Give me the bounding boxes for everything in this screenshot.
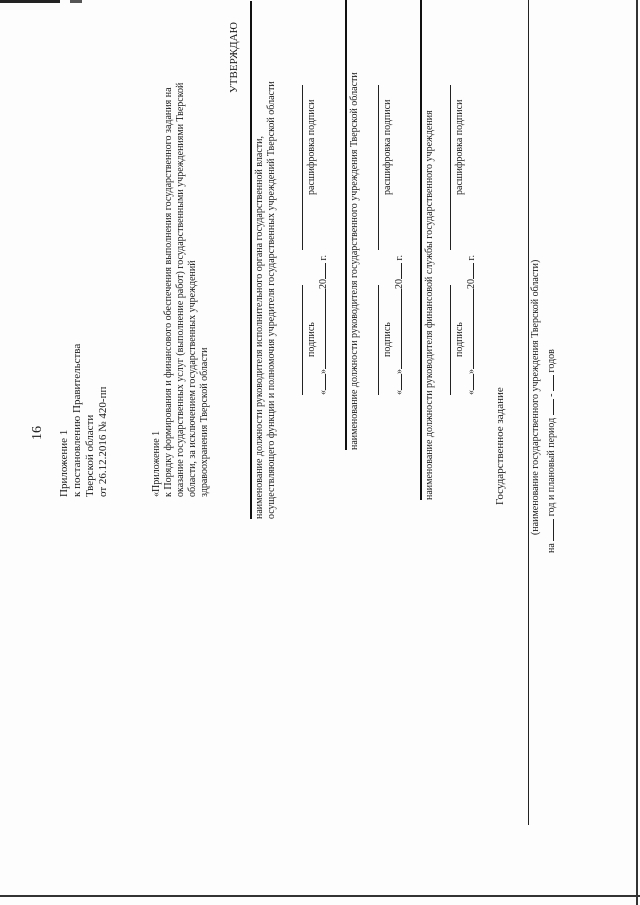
signature-decoding-line (302, 85, 303, 250)
appendix-header-line: Тверской области (84, 414, 96, 497)
signature-line (450, 285, 451, 395)
date-year-prefix: 20 (394, 279, 405, 289)
appendix-header-line: к постановлению Правительства (71, 343, 83, 497)
signature-decoding-line (450, 85, 451, 250)
manager-position-caption: наименование должности руководителя государственного учреждения Тверской области (349, 72, 360, 450)
signature-decoding-label: расшифровка подписи (382, 99, 393, 195)
signature-label: подпись (454, 322, 465, 357)
appendix-block-line: оказание государственных услуг (выполнение работ) государственными учреждениями Тверской (175, 82, 186, 497)
page-number: 16 (30, 426, 45, 440)
finance-position-line (420, 0, 422, 500)
date-month-blank (473, 289, 474, 369)
period-dash: - (546, 393, 557, 397)
document-title: Государственное задание (494, 387, 506, 505)
approve-label: УТВЕРЖДАЮ (228, 22, 240, 93)
date-day-blank (401, 374, 402, 390)
date-year-blank (473, 263, 474, 279)
approver-position-caption: осуществляющего функции и полномочия учредителя государственных учреждений Тверской области (266, 81, 277, 519)
approver-position-caption: наименование должности руководителя исполнительного органа государственной власти, (254, 135, 265, 519)
date-quote-close: » (466, 369, 477, 374)
signature-label: подпись (382, 322, 393, 357)
date-year-prefix: 20 (466, 279, 477, 289)
appendix-block-line: к Порядку формирования и финансового обеспечения выполнения государственного задания на (163, 87, 174, 497)
appendix-block-line: области, за исключением государственных учреждений (187, 260, 198, 497)
period-prefix: на (546, 543, 557, 553)
signature-label: подпись (306, 322, 317, 357)
date-day-blank (473, 374, 474, 390)
signature-decoding-label: расшифровка подписи (454, 99, 465, 195)
signature-decoding-line (378, 85, 379, 250)
appendix-block-line: здравоохранения Тверской области (199, 347, 210, 497)
date-month-blank (401, 289, 402, 369)
date-quote-open: « (318, 390, 329, 395)
date-day-blank (325, 374, 326, 390)
date-year-prefix: 20 (318, 279, 329, 289)
signature-line (302, 285, 303, 395)
period-line (546, 349, 558, 553)
signature-decoding-label: расшифровка подписи (306, 99, 317, 195)
period-to-blank (553, 375, 554, 391)
institution-name-line (528, 0, 529, 825)
manager-position-line (345, 0, 347, 450)
finance-position-caption: наименование должности руководителя финансовой службы государственного учреждения (424, 110, 435, 500)
date-year-blank (325, 263, 326, 279)
period-suffix: годов (546, 349, 557, 373)
date-year-blank (401, 263, 402, 279)
signature-line (378, 285, 379, 395)
period-middle: год и плановый период (546, 417, 557, 517)
appendix-header-line: от 26.12.2016 № 420-пп (97, 386, 109, 497)
date-quote-close: » (318, 369, 329, 374)
institution-caption: (наименование государственного учреждения Тверской области) (530, 259, 541, 535)
appendix-block-line: «Приложение 1 (151, 430, 162, 497)
approver-position-line (250, 1, 252, 519)
signature-date (318, 255, 330, 395)
date-year-suffix: г. (466, 255, 477, 261)
date-quote-open: « (466, 390, 477, 395)
date-month-blank (325, 289, 326, 369)
appendix-header-line: Приложение 1 (58, 429, 70, 497)
date-quote-open: « (394, 390, 405, 395)
period-from-blank (553, 399, 554, 415)
date-year-suffix: г. (318, 255, 329, 261)
date-quote-close: » (394, 369, 405, 374)
period-year-blank (553, 519, 554, 541)
signature-date (466, 255, 478, 395)
signature-date (394, 255, 406, 395)
date-year-suffix: г. (394, 255, 405, 261)
